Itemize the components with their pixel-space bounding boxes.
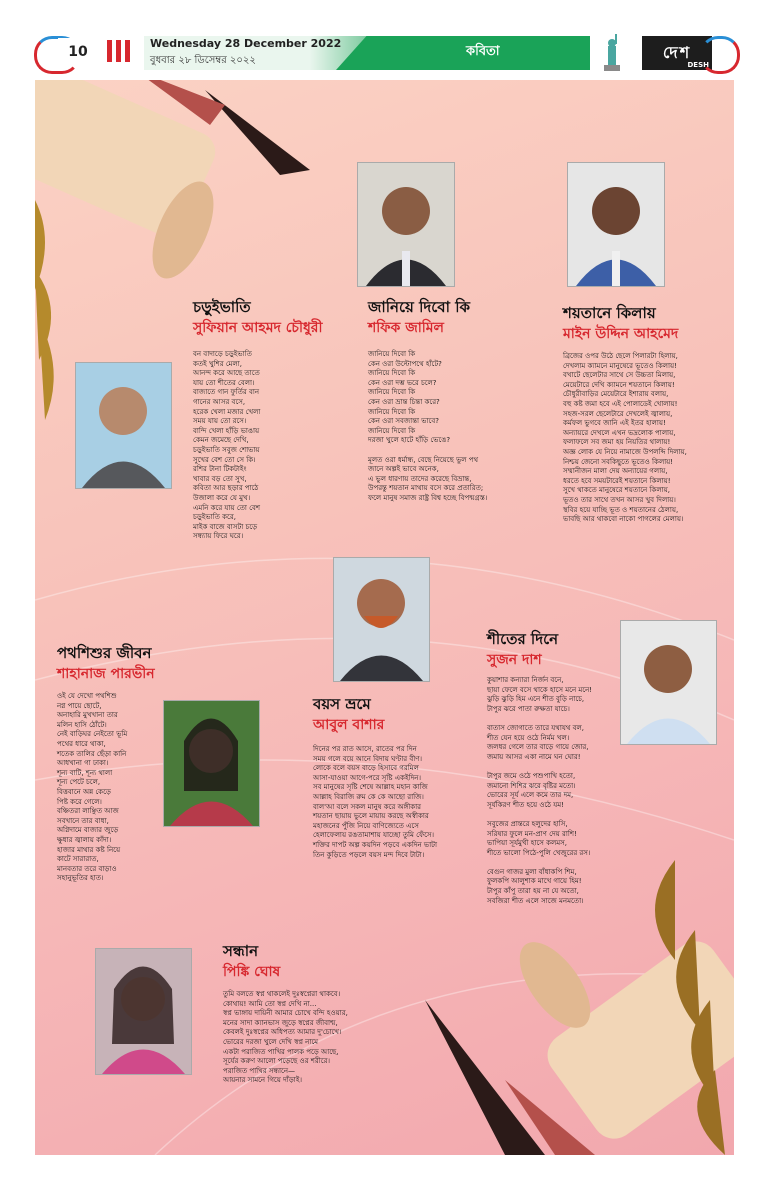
poem-title-shondhan: সন্ধান <box>223 942 259 960</box>
date-english: Wednesday 28 December 2022 <box>150 37 342 50</box>
poem-title-pothoshishur-jibon: পথশিশুর জীবন <box>57 644 152 662</box>
poem-title-shiter-dine: শীতের দিনে <box>487 630 559 648</box>
brand-mark-icon <box>104 36 134 66</box>
author-photo-sufian-ahmed-chowdhury <box>75 362 172 489</box>
author-photo-shafiq-jamil <box>357 162 455 287</box>
header-ring-right <box>700 36 740 74</box>
poem-author-main-uddin: মাইন উদ্দিন আহমেদ <box>563 326 679 342</box>
poem-text-chorui-bhati: বন বাদাড়ে চড়ুইভাতি কতই খুশির মেলা, আনন্দ করে আছে তাতে যায় তো শীতের বেলা। বাজাতে গান ফুর্তির বান গানের আসর বসে, হরেক খেলা মজার খেলা সময় যায় তো রসে। বান্দি খেলা হাঁড়ি ভাঙায় কেমন জমেছে দেখি, চড়ুইভাতি সবুজ শোভায় সুখের বেশ তো সে কি। রশির টানা টিকটাইং খাবার বড় তো সুখ, কবিতা আর ছড়ার পাঠে উজালা করে যে মুখ। এমনি করে যায় তো বেশ চড়ুইভাতি করে, মাইক বাজে বাসটা চড়ে সন্ধ্যায় ফিরে ঘরে। <box>193 350 261 541</box>
poetry-canvas <box>35 80 734 1155</box>
poem-text-janiye-dibo-ki: জানিয়ে দিবো কি কেন ওরা উল্টোপথে হাঁটে? জানিয়ে দিবো কি কেন ওরা দম্ভ ভরে চলে? জানিয়ে দিবো কি কেন ওরা ভ্রান্ত চিন্তা করে? জানিয়ে দিবো কি কেন ওরা সবজান্তা ভাবে? জানিয়ে দিবো কি দরজা খুলে হাটে হাঁড়ি ভেঙে? মূলত ওরা ধর্মান্ধ, বেছে নিয়েছে ভুল পথ জানে অল্পই ভাবে অনেক, এ ভুল ধারণায় তাদের করেছে বিভ্রান্ত, উপরন্তু শয়তান মাথায় বসে করে প্রতারিত; ফলে মানুষ সমাজ রাষ্ট্র বিশ্ব হচ্ছে বিপন্মগ্রস্ত। <box>368 350 488 502</box>
page-number: 10 <box>58 38 98 66</box>
poem-author-sufian: সুফিয়ান আহমদ চৌধুরী <box>193 320 323 336</box>
poem-author-pinki-ghosh: পিঙ্কি ঘোষ <box>223 964 281 980</box>
poem-text-shondhan: তুমি বলতে স্বপ্ন থাকলেই দুঃস্বপ্নেরা থাকবে। কোথায়! আমি তো স্বপ্ন দেখি না... স্বপ্ন ভাঙ্গায় দায়িনী আমার চোখে বন্দি হওয়ার, মনের সাদা ক্যানভাস জুড়ে স্বপ্নের জীবাশ্ম, কেবলই দুঃস্বপ্নের অধিপত্য আমার দু'চোখে। ভোরের দরজা খুলে দেখি স্বপ্ন নামে একটা পরাজিত পাখির পালক পড়ে আছে, সূর্যের করুণ আলো পড়েছে ওর শরীরে। পরাজিত পাখির সন্ধানে— আয়নার সামনে গিয়ে দাঁড়াই। <box>223 990 348 1085</box>
author-photo-main-uddin-ahmed <box>567 162 665 287</box>
author-photo-pinki-ghosh <box>95 948 192 1075</box>
statue-of-liberty-icon <box>598 34 626 72</box>
poem-title-chorui-bhati: চড়ুইভাতি <box>193 298 251 316</box>
poem-title-janiye-dibo-ki: জানিয়ে দিবো কি <box>368 298 471 316</box>
author-photo-shahanaz-parvin <box>163 700 260 827</box>
section-bar <box>336 36 590 70</box>
poem-author-shafiq: শফিক জামিল <box>368 320 444 336</box>
poem-text-shoytane-kilay: ব্রিজের ওপর উঠে ছেলে পিলারটা হিলায়, দেখলাম ক্যামনে মানুষেরে ভূতেও কিলায়! বখাটে ছেলেটার সাথে সে উচ্চতা মিলায়, মেয়েটারে দেখি ক্যামনে শয়তানে কিলায়! চৌধুরীবাড়ির মেয়েটারে ইশারায় বলায়, বহু কষ্ট জমা হবে এই পোলাডেই খোলায়! সহজ-সরল ছেলেটারে দেখলেই জ্বালায়, কর্মফল ভুগবে জানি এই ইতর হালায়! অন্যায়রে দেখলে এখন ভদ্রলোক পালায়, ফলাফলে সব জমা হয় নিয়তির থালায়! অজ্ঞ লোক যে নিয়ে নামাজে উপলব্দি দিলায়, নিশ্চয় জেনো সবকিছুতে ভূতেও কিলায়! সম্মানীজন মালা দেয় অন্যায়ের গলায়, ধরতে হবে সময়টারেই শয়তানে কিলায়! সুখে থাকতে মানুষেরে শয়তানে কিলায়, ভূতও তার সাথে তখন আসর খুব দিলায়। স্থবির হয়ে যাচ্ছি ভূত ও শয়তানের ঠেলায়, ভাবছি আর থাকবো নাকো পাগলের মেলায়। <box>563 352 687 524</box>
poem-author-sujan-das: সুজন দাশ <box>487 652 542 668</box>
date-bangla: বুধবার ২৮ ডিসেম্বর ২০২২ <box>150 55 256 66</box>
section-label: কবিতা <box>466 44 500 59</box>
poem-title-shoytane-kilay: শয়তানে কিলায় <box>563 304 656 322</box>
page-header <box>0 0 770 80</box>
poem-title-boyos-bhrome: বয়স ভ্রমে <box>313 695 371 713</box>
poem-author-abul-bashar: আবুল বাশার <box>313 717 385 733</box>
poem-author-shahanaz: শাহানাজ পারভীন <box>57 666 155 682</box>
logo-text: দেশ <box>662 43 692 62</box>
logo-sub: DESH <box>687 61 709 69</box>
author-photo-abul-bashar <box>333 557 430 682</box>
poem-text-shiter-dine: কুয়াশার কন্যারা নির্জন বনে, ছায়া ফেলে বসে থাকে হাসে মনে মনে! ঝুড়ি ঝুড়ি হিম এনে শীত বুড়ি নাচে, টাপুর ঝরে পাতা রুক্ষতা যাচে। বাতাস জোগাতে তারে যথাযথ বল, শীত যেন হয়ে ওঠে নির্মম খল। জলধর গেলে তার বাড়ে গায়ে জোর, জমায় আসর একা নামে ঘন ঘোর! টাপুর জমে ওঠে পশুপাখি হতো, জমানো শিশির ঝরে বৃষ্টির মতো। ভোরের সূর্য এলে কমে তার দম, সূর্যকিরণ শীত হয়ে ওঠে যম! সবুজের প্রান্তরে হলুদের হাসি, সরিষার ফুলে মন-প্রাণ দেয় রাশি! ভাপিয়া সূর্যমুখী হাসে কলমস, শীতে ভালো পিঠে-পুলি খেজুরের রস। বেগুন গাজর মুলা বাঁধাকপি শিম, ফুলকপি আলুশাক মাখে গায়ে হিম! টাপুর কাঁপু তারা হয় না যে অতো, সবজিরা শীত এলে সাজে মনমতো। <box>487 676 593 905</box>
poem-text-pothoshishur-jibon: ওই যে দেখো পথশিশু নগ্ন পায়ে ছোটে, অনাহারি মুখখানা তার মলিন হাসি ঠোঁটে। নেই বাড়িঘর নেইতো ভূমি পথের ধারে থাকা, শতেক তালির ছেঁড়া কানি আধখানা গা ঢাকা। শূন্য বাটি, শূন্য থালা শূন্য পেটে চলে, বিত্তবানে অন্ন কেড়ে পিষ্ট করে গেলে। বঞ্চিতরা লাঞ্ছিত আজ সবখানে তার বাধা, অগ্নিদামে বাজার জুড়ে ক্ষুধার জ্বালায় কাঁদা। হাজার মাথার কষ্ট নিয়ে কাটে সারারাত, মানবতার তরে বাড়াও সহানুভূতির হাত। <box>57 692 128 883</box>
poem-text-boyos-bhrome: দিনের পর রাত আসে, রাতের পর দিন সময় গলে বয়ে আনে বিদায় ঘণ্টার বীণ। লোকে বলে বয়স বাড়ে হিসাবে গরমিল আসা-যাওয়া আগে-পরে সৃষ্টি একইদিন। সব মানুষের সৃষ্টি শেষে আল্লাহ মহান কাজি আল্লাহ বিরাজি রুম কে কে আছো রাজি। বাল'আ বলে সকল মানুষ করে অঙ্গীকার শয়তান ছায়ায় ভুলে মায়ায় করছে অস্বীকার মহাজনের পুঁজি নিয়ে বাণিজ্যেতে এসে হেলাফেলায় রঙতামাশায় যাচ্ছো তুমি ফেঁসে। শক্তির দাপট অল্প কয়দিন পড়বে একদিন ভাটা তিন কুড়িতে পড়লে বয়স মন্দ দিবে টাটা। <box>313 745 437 859</box>
